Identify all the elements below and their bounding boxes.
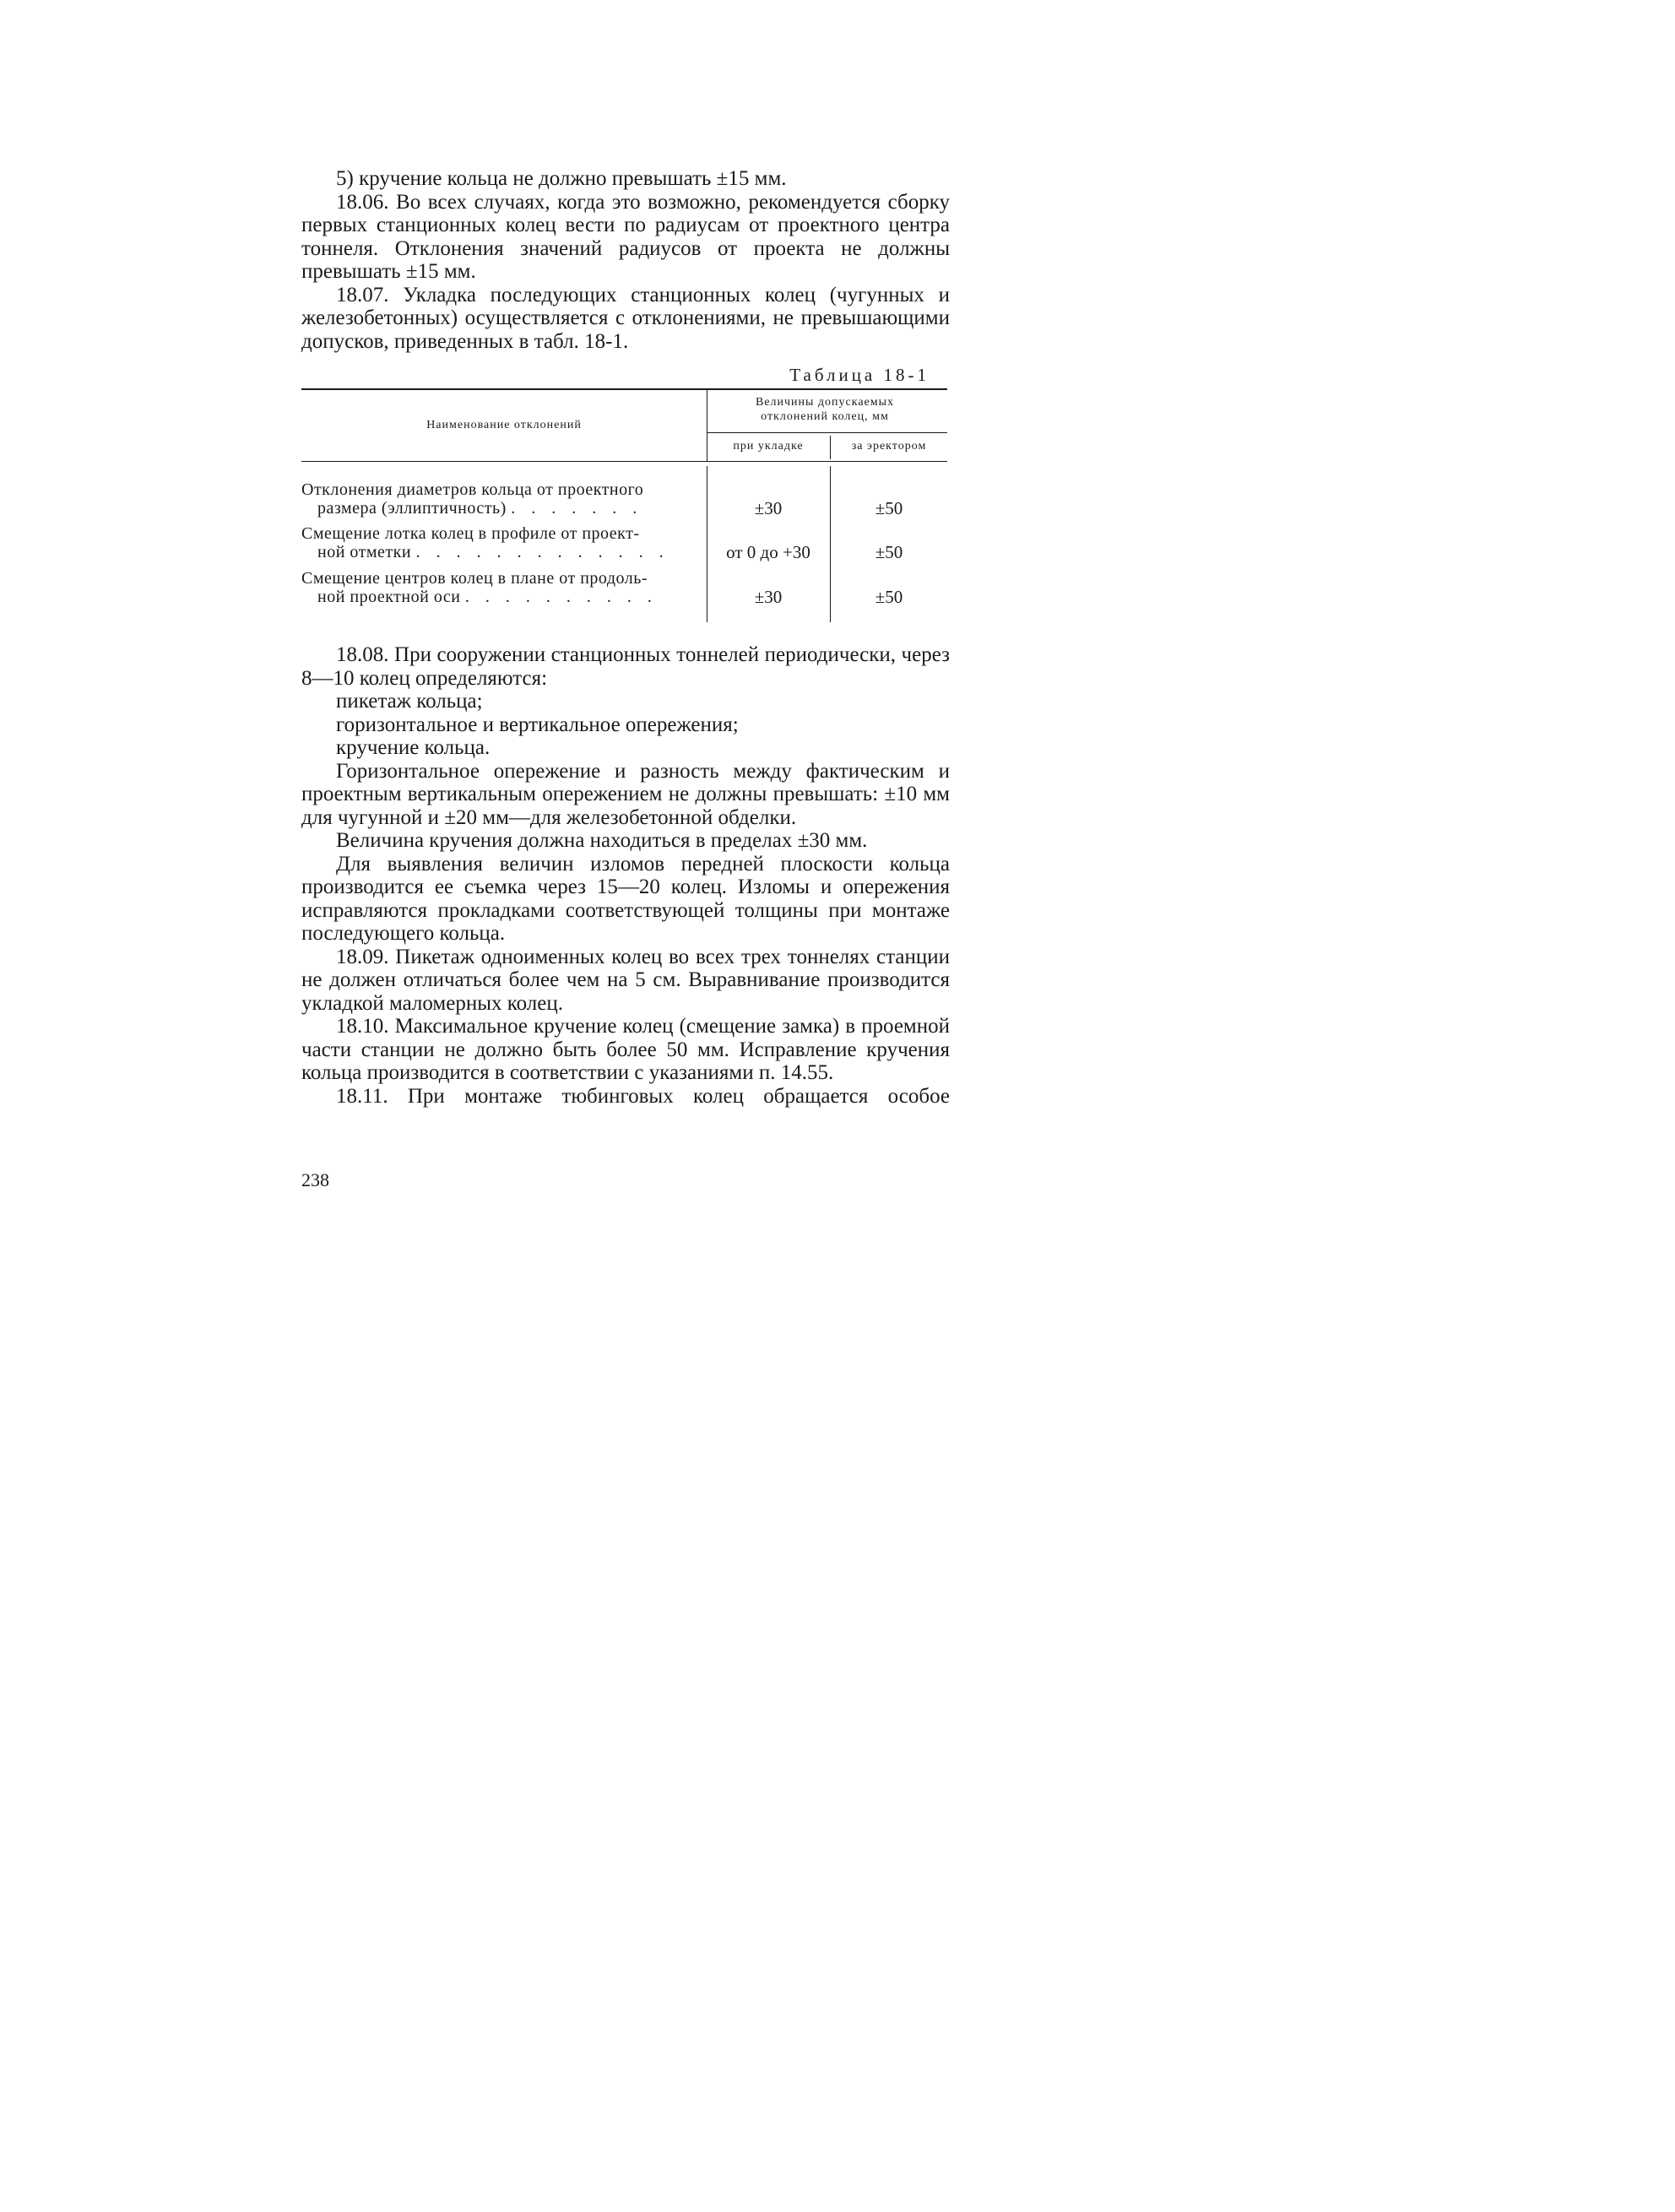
paragraph-18-09: 18.09. Пикетаж одноименных колец во всех трех тоннелях станции не должен отличаться более чем на 5 см. Выравнивание производится укладкой маломерных колец. [301,945,950,1015]
table-header-mid-rule [707,432,947,433]
table-row-label-3 [301,569,698,606]
row-2-line-1: Смещение лотка колец в профиле от проект- [301,524,640,543]
row-3-line-1: Смещение центров колец в плане от продоль- [301,569,648,588]
table-caption: Таблица 18-1 [789,365,930,385]
row-2-line-2 [301,543,698,561]
row-1-line-2 [301,499,698,518]
header-name: Наименование отклонений [426,419,582,431]
table-row-1-laying: ±30 [754,498,783,518]
paragraph-18-08: 18.08. При сооружении станционных тоннелей периодически, через 8—10 колец определяются: [301,643,950,690]
paragraph-item-5: 5) кручение кольца не должно превышать ±15 мм. [336,167,787,190]
table-header-bottom-rule [301,461,947,462]
paragraph-twist-limit: Величина кручения должна находиться в пределах ±30 мм. [336,829,868,852]
header-values: Величины допускаемых отклонений колец, мм [755,396,895,423]
list-item-picketage: пикетаж кольца; [336,690,483,713]
top-text [301,167,950,353]
table-row-label-2 [301,524,698,561]
row-3-line-2 [301,588,698,606]
list-item-advances: горизонтальное и вертикальное опережения; [336,713,739,736]
list-item-twist: кручение кольца. [336,736,491,759]
table-top-rule [301,388,947,390]
paragraph-18-06: 18.06. Во всех случаях, когда это возможно, рекомендуется сборку первых станционных колец вести по радиусам от проектного центра тоннеля. Отклонения значений радиусов от проекта не должны превышать ±15 мм. [301,190,950,283]
document-page [0,0,1013,1337]
row-3-dots: . . . . . . . . . . [464,588,658,606]
paragraph-18-10: 18.10. Максимальное кручение колец (смещение замка) в проемной части станции не должно быть более 50 мм. Исправление кручения кольца производится в соответствии с указаниями п. 14.55. [301,1015,950,1084]
header-sub-laying: при укладке [733,440,804,453]
row-1-line-1: Отклонения диаметров кольца от проектного [301,480,644,499]
paragraph-18-07: 18.07. Укладка последующих станционных колец (чугунных и железобетонных) осуществляется с отклонениями, не превышающими допусков, приведенных в табл. 18-1. [301,283,950,353]
paragraph-fractures: Для выявления величин изломов передней плоскости кольца производится ее съемка через 15—20 колец. Изломы и опережения исправляются прокладками соответствующей толщины при монтаже последующего кольца. [301,852,950,945]
row-3-line-2-text: ной проектной оси [317,588,461,606]
table-row-2-erector: ±50 [875,542,903,562]
row-1-dots: . . . . . . . [511,499,643,518]
paragraph-18-11: 18.11. При монтаже тюбинговых колец обращается особое [336,1084,950,1108]
table-row-3-laying: ±30 [754,587,783,607]
row-2-line-2-text: ной отметки [317,543,412,561]
header-sub-erector: за эректором [851,440,927,453]
page-number: 238 [301,1169,329,1190]
bottom-text [301,643,950,1108]
table-row-1-erector: ±50 [875,498,903,518]
table-row-2-laying: от 0 до +30 [726,542,810,562]
table-row-3-erector: ±50 [875,587,903,607]
row-2-dots: . . . . . . . . . . . . . [415,543,669,561]
paragraph-horizontal-advance: Горизонтальное опережение и разность между фактическим и проектным вертикальным опережением не должны превышать: ±10 мм для чугунной и ±20 мм—для железобетонной обделки. [301,759,950,829]
table-row-label-1 [301,480,698,518]
row-1-line-2-text: размера (эллиптичность) [317,499,507,518]
